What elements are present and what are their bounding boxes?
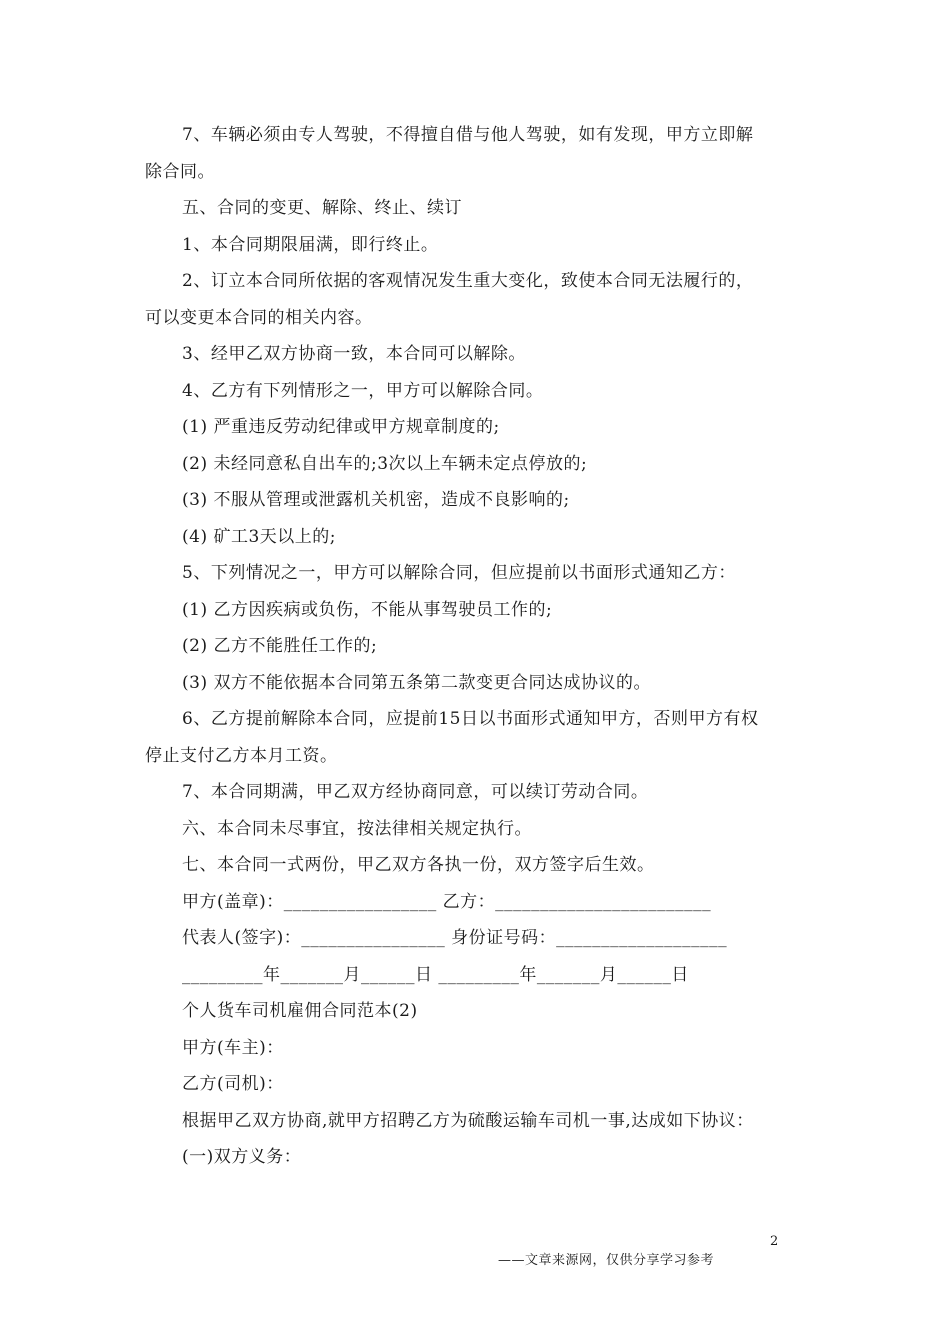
document-line: 5、下列情况之一，甲方可以解除合同，但应提前以书面形式通知乙方： [182,563,736,583]
document-line: 停止支付乙方本月工资。 [145,745,338,766]
document-line: (2) 未经同意私自出车的;3次以上车辆未定点停放的; [182,453,588,474]
document-line: 五、合同的变更、解除、终止、续订 [182,198,462,218]
page-number: 2 [770,1234,779,1249]
document-line: 可以变更本合同的相关内容。 [145,307,373,328]
document-line: 甲方(车主)： [182,1037,284,1058]
document-line: 7、本合同期满，甲乙双方经协商同意，可以续订劳动合同。 [182,782,649,802]
document-line: 甲方(盖章)：_________________ 乙方：________________________ [182,891,712,912]
document-line: 七、本合同一式两份，甲乙双方各执一份，双方签字后生效。 [182,855,655,875]
document-line: 六、本合同未尽事宜，按法律相关规定执行。 [182,818,532,839]
document-line: (4) 矿工3天以上的; [182,526,337,547]
document-line: _________年_______月______日 _________年_______月______日 [182,964,689,985]
document-line: (1) 严重违反劳动纪律或甲方规章制度的; [182,417,500,437]
document-line: 个人货车司机雇佣合同范本(2) [182,1001,418,1021]
document-line: (2) 乙方不能胜任工作的; [182,636,378,656]
document-line: 3、经甲乙双方协商一致，本合同可以解除。 [182,344,526,364]
document-line: 乙方(司机)： [182,1074,284,1094]
document-line: 2、订立本合同所依据的客观情况发生重大变化，致使本合同无法履行的， [182,271,754,291]
document-body [145,117,810,1176]
document-line: 4、乙方有下列情形之一，甲方可以解除合同。 [182,380,544,401]
document-line: (1) 乙方因疾病或负伤，不能从事驾驶员工作的; [182,599,553,620]
document-line: 根据甲乙双方协商,就甲方招聘乙方为硫酸运输车司机一事,达成如下协议： [182,1110,754,1131]
document-line: (一)双方义务： [182,1147,302,1167]
document-line: (3) 双方不能依据本合同第五条第二款变更合同达成协议的。 [182,672,651,693]
page-footer: ——文章来源网，仅供分享学习参考 [498,1253,715,1268]
document-line: (3) 不服从管理或泄露机关机密，造成不良影响的; [182,490,570,510]
document-line: 6、乙方提前解除本合同，应提前15日以书面形式通知甲方，否则甲方有权 [182,709,759,729]
document-line: 1、本合同期限届满，即行终止。 [182,234,439,255]
document-line: 7、车辆必须由专人驾驶，不得擅自借与他人驾驶，如有发现，甲方立即解 [182,125,754,145]
document-line: 代表人(签字)：________________ 身份证号码：___________________ [182,928,728,948]
document-line: 除合同。 [145,161,215,182]
